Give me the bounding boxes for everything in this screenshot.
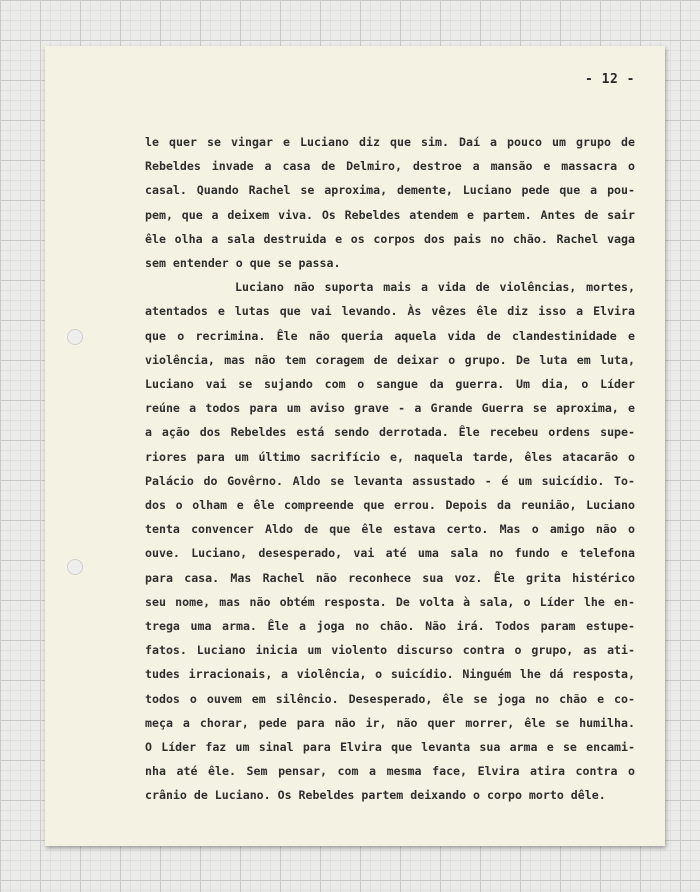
punch-hole-top	[67, 329, 83, 345]
text-line: Rebeldes invade a casa de Delmiro, destroe a mansão e massacra o	[145, 159, 635, 174]
text-line: meça a chorar, pede para não ir, não quer morrer, êle se humilha.	[145, 715, 635, 730]
page-number: - 12 -	[585, 72, 635, 87]
text-line: casal. Quando Rachel se aproxima, demente, Luciano pede que a pou-	[145, 183, 635, 198]
text-line: reúne a todos para um aviso grave - a Grande Guerra se aproxima, e	[145, 401, 635, 416]
text-line: que o recrimina. Êle não queria aquela vida de clandestinidade e	[145, 328, 635, 343]
text-line: atentados e lutas que vai levando. Às vêzes êle diz isso a Elvira	[145, 304, 635, 319]
typewritten-page	[45, 46, 665, 846]
text-line: a ação dos Rebeldes está sendo derrotada. Êle recebeu ordens supe-	[145, 425, 635, 440]
text-line: seu nome, mas não obtém resposta. De volta à sala, o Líder lhe en-	[145, 594, 635, 609]
text-line: todos o ouvem em silêncio. Desesperado, êle se joga no chão e co-	[145, 691, 635, 706]
punch-hole-bottom	[67, 559, 83, 575]
text-line: nha até êle. Sem pensar, com a mesma face, Elvira atira contra o	[145, 764, 635, 779]
body-text	[145, 130, 635, 808]
text-line: Palácio do Govêrno. Aldo se levanta assustado - é um suicídio. To-	[145, 473, 635, 488]
text-line: crânio de Luciano. Os Rebeldes partem deixando o corpo morto dêle.	[145, 788, 606, 803]
text-line: dos o olham e êle compreende que errou. Depois da reunião, Luciano	[145, 498, 635, 513]
text-line: sem entender o que se passa.	[145, 256, 341, 271]
text-line: fatos. Luciano inicia um violento discurso contra o grupo, as ati-	[145, 643, 635, 658]
text-line: violência, mas não tem coragem de deixar o grupo. De luta em luta,	[145, 352, 635, 367]
text-line: Luciano vai se sujando com o sangue da guerra. Um dia, o Líder	[145, 377, 635, 392]
text-line: trega uma arma. Êle a joga no chão. Não irá. Todos param estupe-	[145, 619, 635, 634]
text-line: ouve. Luciano, desesperado, vai até uma sala no fundo e telefona	[145, 546, 635, 561]
text-line: Luciano não suporta mais a vida de violências, mortes,	[235, 280, 635, 295]
text-line: tenta convencer Aldo de que êle estava certo. Mas o amigo não o	[145, 522, 635, 537]
text-line: O Líder faz um sinal para Elvira que levanta sua arma e se encami-	[145, 740, 635, 755]
text-line: tudes irracionais, a violência, o suicídio. Ninguém lhe dá resposta,	[145, 667, 635, 682]
text-line: pem, que a deixem viva. Os Rebeldes atendem e partem. Antes de sair	[145, 207, 635, 222]
text-line: riores para um último sacrifício e, naquela tarde, êles atacarão o	[145, 449, 635, 464]
text-line: êle olha a sala destruida e os corpos dos pais no chão. Rachel vaga	[145, 231, 635, 246]
text-line: para casa. Mas Rachel não reconhece sua voz. Êle grita histérico	[145, 570, 635, 585]
text-line: le quer se vingar e Luciano diz que sim. Daí a pouco um grupo de	[145, 135, 635, 149]
